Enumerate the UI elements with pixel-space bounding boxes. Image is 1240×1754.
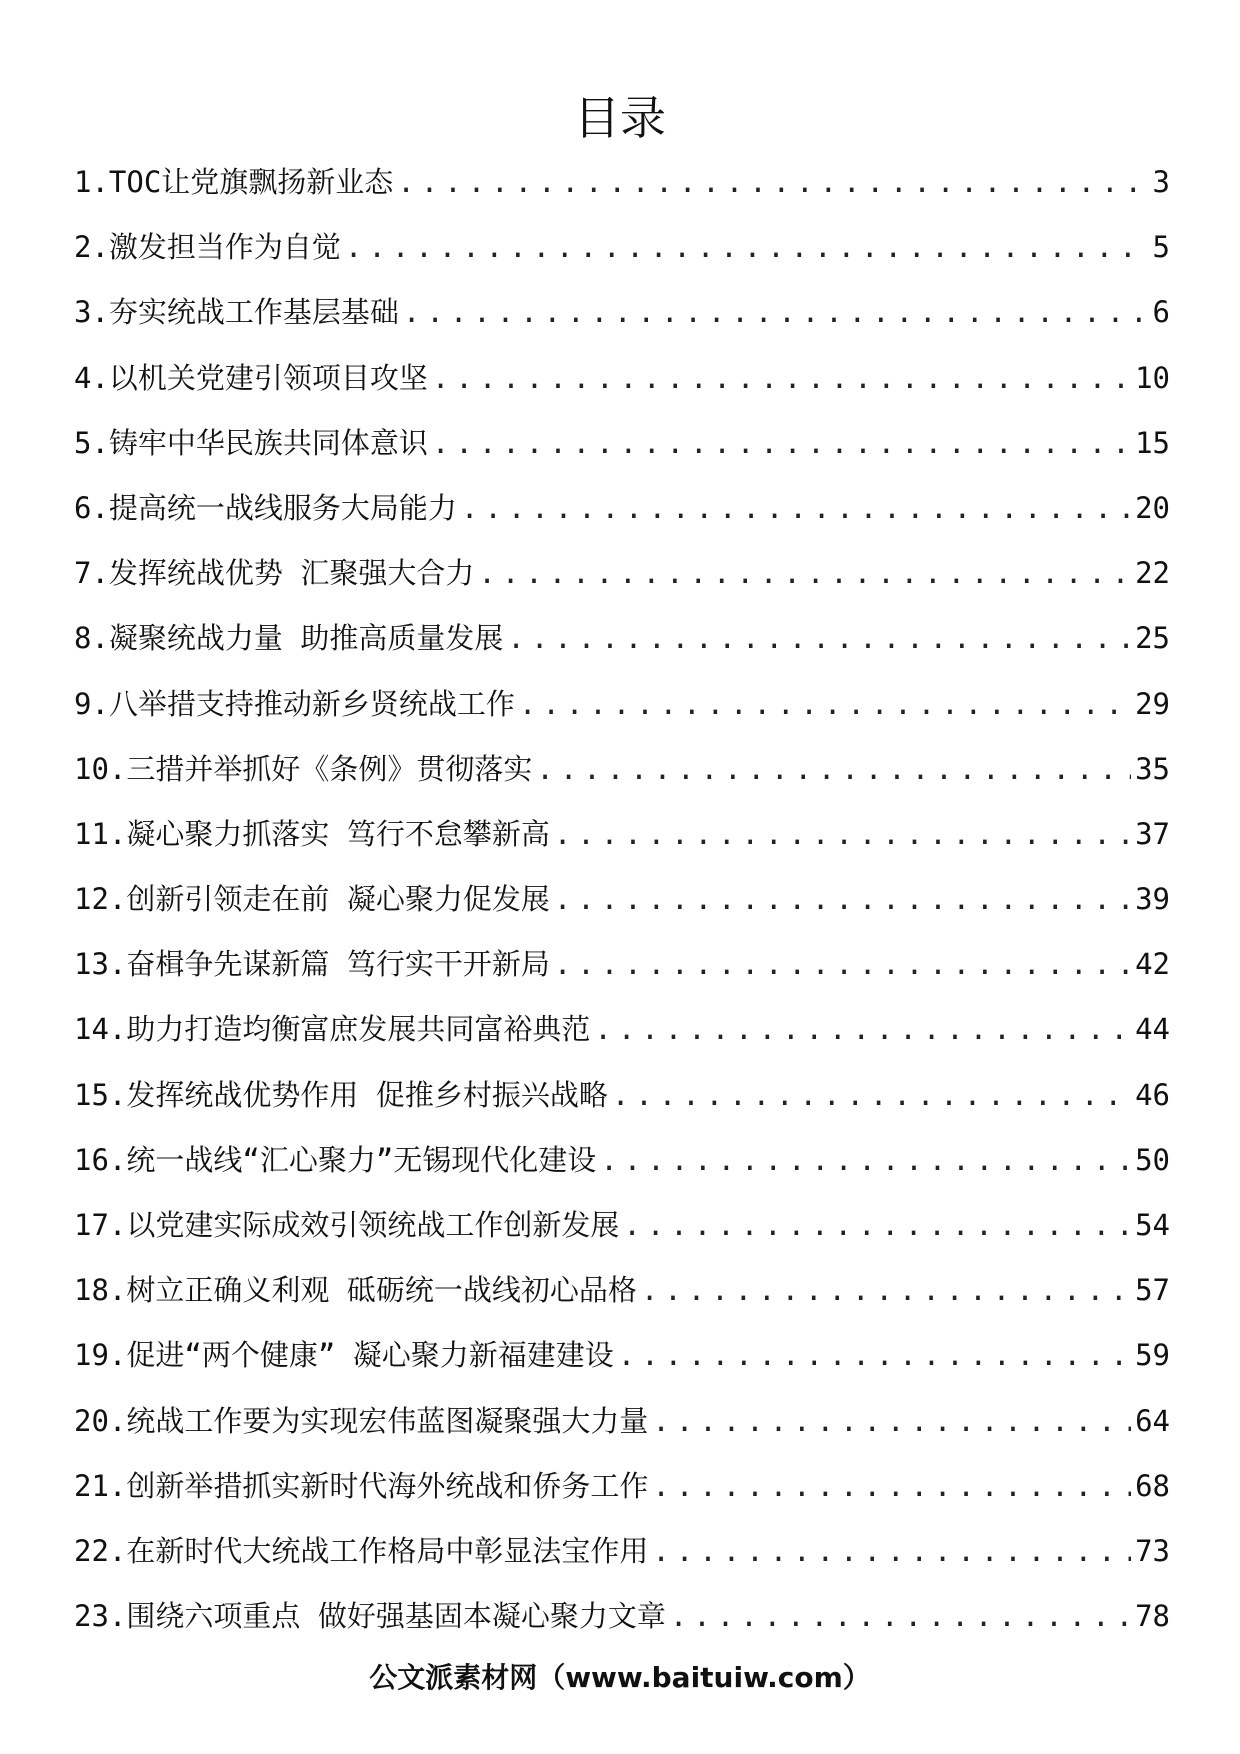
- toc-leader-dots: [461, 486, 1131, 531]
- toc-entry-title: 8.凝聚统战力量 助推高质量发展: [74, 621, 504, 656]
- toc-page-number: 35: [1135, 751, 1170, 786]
- toc-entry[interactable]: [74, 1399, 1170, 1464]
- toc-leader-dots: [612, 1073, 1131, 1118]
- toc-entry-title: 18.树立正确义利观 砥砺统一战线初心品格: [74, 1273, 637, 1308]
- toc-leader-dots: [478, 551, 1131, 596]
- toc-leader-dots: [432, 356, 1131, 401]
- toc-page-number: 73: [1135, 1533, 1170, 1568]
- toc-entry-title: 14.助力打造均衡富庶发展共同富裕典范: [74, 1012, 591, 1047]
- toc-leader-dots: [507, 616, 1131, 661]
- toc-entry-title: 10.三措并举抓好《条例》贯彻落实: [74, 751, 533, 786]
- toc-entry-title: 23.围绕六项重点 做好强基固本凝心聚力文章: [74, 1599, 666, 1634]
- toc-page-number: 6: [1152, 295, 1170, 330]
- toc-entry[interactable]: [74, 616, 1170, 681]
- toc-leader-dots: [519, 682, 1131, 727]
- toc-leader-dots: [554, 942, 1131, 987]
- toc-entry-title: 7.发挥统战优势 汇聚强大合力: [74, 556, 475, 591]
- toc-page-number: 54: [1135, 1208, 1170, 1242]
- toc-entry-title: 4.以机关党建引领项目攻坚: [74, 360, 428, 395]
- toc-leader-dots: [652, 1464, 1131, 1509]
- toc-page-number: 20: [1135, 490, 1170, 525]
- toc-entry[interactable]: [74, 1138, 1170, 1203]
- toc-entry-title: 1.TOC让党旗飘扬新业态: [74, 165, 394, 199]
- toc-entry[interactable]: [74, 1073, 1170, 1138]
- toc-page-number: 46: [1135, 1077, 1170, 1112]
- toc-leader-dots: [641, 1268, 1131, 1313]
- toc-leader-dots: [623, 1203, 1131, 1248]
- toc-entry[interactable]: [74, 1203, 1170, 1268]
- toc-entry[interactable]: [74, 1594, 1170, 1659]
- toc-entry[interactable]: [74, 356, 1170, 421]
- toc-page-number: 64: [1135, 1403, 1170, 1438]
- toc-entry[interactable]: [74, 160, 1170, 225]
- toc-leader-dots: [652, 1529, 1131, 1574]
- toc-page-number: 22: [1135, 556, 1170, 591]
- toc-entry-title: 22.在新时代大统战工作格局中彰显法宝作用: [74, 1533, 649, 1568]
- toc-entry-title: 5.铸牢中华民族共同体意识: [74, 425, 428, 460]
- toc-page-number: 10: [1135, 360, 1170, 395]
- toc-entry[interactable]: [74, 1529, 1170, 1594]
- toc-page-number: 50: [1135, 1142, 1170, 1177]
- toc-leader-dots: [397, 160, 1148, 205]
- page-title: 目录: [574, 91, 666, 145]
- toc-entry-title: 6.提高统一战线服务大局能力: [74, 490, 457, 525]
- toc-page-number: 44: [1135, 1012, 1170, 1047]
- toc-entry[interactable]: [74, 1268, 1170, 1333]
- toc-entry-title: 21.创新举措抓实新时代海外统战和侨务工作: [74, 1468, 649, 1503]
- toc-entry[interactable]: [74, 551, 1170, 616]
- toc-entry-title: 17.以党建实际成效引领统战工作创新发展: [74, 1208, 620, 1242]
- toc-entry-title: 11.凝心聚力抓落实 笃行不怠攀新高: [74, 816, 550, 851]
- toc-page-number: 42: [1135, 947, 1170, 982]
- toc-entry-title: 15.发挥统战优势作用 促推乡村振兴战略: [74, 1077, 608, 1112]
- toc-page-number: 59: [1135, 1338, 1170, 1373]
- toc-leader-dots: [594, 1007, 1131, 1052]
- toc-page-number: 5: [1152, 230, 1170, 265]
- toc-leader-dots: [554, 877, 1131, 922]
- toc-page-number: 29: [1135, 686, 1170, 721]
- toc-entry[interactable]: [74, 877, 1170, 942]
- toc-entry-title: 12.创新引领走在前 凝心聚力促发展: [74, 882, 550, 917]
- table-of-contents: [74, 160, 1170, 1659]
- toc-entry[interactable]: [74, 225, 1170, 290]
- toc-leader-dots: [536, 747, 1131, 792]
- toc-entry[interactable]: [74, 942, 1170, 1007]
- toc-entry[interactable]: [74, 747, 1170, 812]
- toc-page-number: 37: [1135, 816, 1170, 851]
- toc-leader-dots: [345, 225, 1149, 270]
- toc-leader-dots: [600, 1138, 1131, 1183]
- toc-entry[interactable]: [74, 290, 1170, 355]
- toc-entry[interactable]: [74, 1333, 1170, 1398]
- toc-entry-title: 9.八举措支持推动新乡贤统战工作: [74, 686, 515, 721]
- toc-page-number: 3: [1152, 165, 1170, 199]
- toc-leader-dots: [618, 1333, 1131, 1378]
- toc-page-number: 57: [1135, 1273, 1170, 1308]
- toc-page-number: 78: [1135, 1599, 1170, 1634]
- toc-leader-dots: [652, 1399, 1131, 1444]
- toc-entry-title: 2.激发担当作为自觉: [74, 230, 341, 265]
- toc-page-number: 68: [1135, 1468, 1170, 1503]
- toc-leader-dots: [670, 1594, 1131, 1639]
- toc-leader-dots: [432, 421, 1131, 466]
- toc-entry[interactable]: [74, 682, 1170, 747]
- toc-entry[interactable]: [74, 812, 1170, 877]
- toc-page-number: 39: [1135, 882, 1170, 917]
- toc-leader-dots: [403, 290, 1149, 335]
- toc-entry[interactable]: [74, 1007, 1170, 1072]
- toc-entry-title: 13.奋楫争先谋新篇 笃行实干开新局: [74, 947, 550, 982]
- toc-entry-title: 20.统战工作要为实现宏伟蓝图凝聚强大力量: [74, 1403, 649, 1438]
- toc-entry-title: 3.夯实统战工作基层基础: [74, 295, 399, 330]
- toc-entry-title: 16.统一战线“汇心聚力”无锡现代化建设: [74, 1142, 597, 1177]
- toc-entry[interactable]: [74, 1464, 1170, 1529]
- toc-page-number: 15: [1135, 425, 1170, 460]
- footer-source-note: 公文派素材网（www.baituiw.com）: [369, 1661, 871, 1694]
- toc-page-number: 25: [1135, 621, 1170, 656]
- toc-entry[interactable]: [74, 486, 1170, 551]
- toc-leader-dots: [554, 812, 1131, 857]
- toc-entry-title: 19.促进“两个健康” 凝心聚力新福建建设: [74, 1338, 614, 1373]
- toc-entry[interactable]: [74, 421, 1170, 486]
